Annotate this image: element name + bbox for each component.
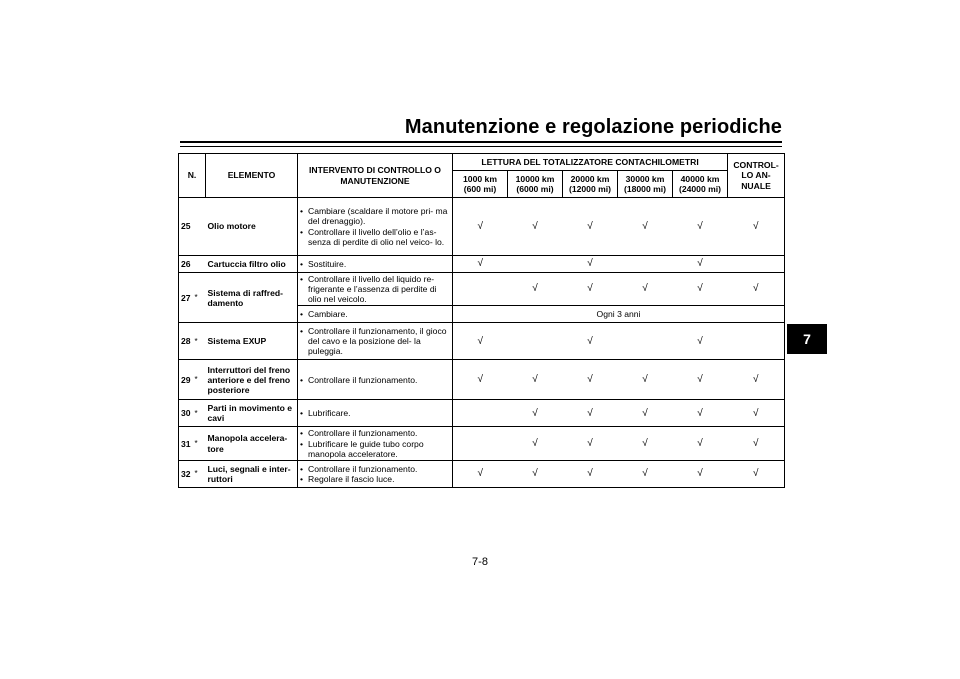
row-element: Manopola accelera- tore: [206, 427, 298, 460]
check-mark: √: [563, 323, 618, 360]
interval-header: [563, 171, 618, 198]
row-star: [195, 256, 206, 273]
interval-header: [453, 171, 508, 198]
action-text: Lubrificare le guide tubo corpo manopola acceleratore.: [308, 438, 424, 459]
row-number: 30: [179, 400, 195, 427]
col-header-num: N.: [179, 154, 206, 198]
check-mark: √: [508, 360, 563, 400]
interval-mi: (6000 mi): [516, 184, 554, 194]
action-text: Controllare il funzionamento.: [308, 463, 418, 474]
check-mark: √: [563, 460, 618, 487]
check-mark: √: [563, 400, 618, 427]
interval-note: Ogni 3 anni: [453, 306, 785, 323]
action-text: Controllare il funzionamento.: [308, 428, 418, 439]
row-element: Cartuccia filtro olio: [206, 256, 298, 273]
row-element: Olio motore: [206, 198, 298, 256]
bullet-icon: •: [300, 309, 304, 320]
check-mark: √: [673, 256, 728, 273]
interval-mi: (24000 mi): [678, 184, 722, 194]
bullet-icon: •: [300, 274, 304, 284]
check-mark: √: [563, 256, 618, 273]
check-mark: √: [618, 427, 673, 460]
table-row: [179, 198, 785, 256]
check-mark: √: [618, 360, 673, 400]
action-item: [300, 474, 450, 484]
bullet-icon: •: [300, 258, 304, 269]
bullet-icon: •: [300, 428, 304, 439]
bullet-icon: •: [300, 438, 304, 449]
action-text: Controllare il funzionamento.: [308, 374, 418, 385]
bullet-icon: •: [300, 473, 304, 484]
check-mark: √: [563, 360, 618, 400]
interval-mi: (600 mi): [463, 184, 497, 194]
row-element: Interruttori del freno anteriore e del freno posteriore: [206, 360, 298, 400]
row-number: 31: [179, 427, 195, 460]
table-row: [179, 273, 785, 306]
col-header-element: ELEMENTO: [206, 154, 298, 198]
action-text: Cambiare (scaldare il motore pri- ma del drenaggio).: [308, 206, 448, 227]
check-mark: √: [453, 323, 508, 360]
table-row: [179, 427, 785, 460]
action-cell: [298, 427, 453, 460]
interval-km: 1000 km: [463, 173, 497, 184]
check-mark: √: [673, 360, 728, 400]
row-number: 25: [179, 198, 195, 256]
row-element: Sistema EXUP: [206, 323, 298, 360]
check-mark: √: [728, 427, 785, 460]
table-row: [179, 323, 785, 360]
check-mark: √: [728, 460, 785, 487]
check-mark: √: [728, 273, 785, 306]
action-cell: [298, 460, 453, 487]
col-header-action: INTERVENTO DI CONTROLLO O MANUTENZIONE: [298, 154, 453, 198]
check-mark: [728, 256, 785, 273]
action-item: [300, 309, 450, 319]
table-row: [179, 460, 785, 487]
table-row: [179, 360, 785, 400]
row-element: Luci, segnali e inter- ruttori: [206, 460, 298, 487]
action-text: Lubrificare.: [308, 408, 351, 419]
row-star: *: [195, 273, 206, 323]
header-rule-thick: [180, 141, 782, 143]
row-number: 28: [179, 323, 195, 360]
check-mark: [618, 256, 673, 273]
action-cell: [298, 306, 453, 323]
check-mark: [453, 273, 508, 306]
bullet-icon: •: [300, 326, 304, 337]
interval-mi: (18000 mi): [623, 184, 667, 194]
check-mark: √: [728, 400, 785, 427]
action-text: Sostituire.: [308, 258, 347, 269]
check-mark: √: [673, 460, 728, 487]
action-cell: [298, 273, 453, 306]
action-cell: [298, 198, 453, 256]
check-mark: √: [508, 427, 563, 460]
action-text: Controllare il livello del liquido re- frigerante e l’assenza di perdite di olio nel veicolo.: [308, 274, 437, 305]
action-text: Regolare il fascio luce.: [308, 473, 395, 484]
row-star: *: [195, 323, 206, 360]
bullet-icon: •: [300, 463, 304, 474]
check-mark: √: [728, 360, 785, 400]
row-star: *: [195, 400, 206, 427]
interval-header: [618, 171, 673, 198]
row-element: Parti in movimento e cavi: [206, 400, 298, 427]
check-mark: √: [508, 400, 563, 427]
interval-km: 40000 km: [680, 173, 720, 184]
table-row: [179, 256, 785, 273]
row-star: *: [195, 460, 206, 487]
action-item: [300, 227, 450, 247]
bullet-icon: •: [300, 226, 304, 237]
action-cell: [298, 360, 453, 400]
check-mark: √: [618, 198, 673, 256]
check-mark: [728, 323, 785, 360]
action-text: Cambiare.: [308, 309, 348, 320]
col-header-annual: CONTROL- LO AN- NUALE: [728, 154, 785, 198]
check-mark: √: [673, 198, 728, 256]
action-text: Controllare il livello dell’olio e l’as- senza di perdite di olio nel veico- lo.: [308, 226, 445, 247]
action-item: [300, 428, 450, 438]
check-mark: √: [563, 273, 618, 306]
check-mark: [508, 323, 563, 360]
check-mark: √: [673, 323, 728, 360]
page-title: Manutenzione e regolazione periodiche: [404, 116, 782, 138]
action-item: [300, 375, 450, 385]
check-mark: √: [563, 198, 618, 256]
check-mark: [618, 323, 673, 360]
check-mark: √: [618, 460, 673, 487]
check-mark: [508, 256, 563, 273]
check-mark: √: [453, 256, 508, 273]
action-cell: [298, 323, 453, 360]
page-number: 7-8: [472, 556, 488, 568]
check-mark: [453, 427, 508, 460]
interval-km: 30000 km: [625, 173, 665, 184]
action-cell: [298, 400, 453, 427]
bullet-icon: •: [300, 408, 304, 419]
action-item: [300, 274, 450, 304]
check-mark: [453, 400, 508, 427]
col-header-odometer: LETTURA DEL TOTALIZZATORE CONTACHILOMETRI: [453, 154, 728, 171]
action-item: [300, 464, 450, 474]
check-mark: √: [508, 273, 563, 306]
row-number: 29: [179, 360, 195, 400]
check-mark: √: [453, 198, 508, 256]
bullet-icon: •: [300, 206, 304, 217]
action-item: [300, 439, 450, 459]
action-cell: [298, 256, 453, 273]
check-mark: √: [453, 460, 508, 487]
check-mark: √: [673, 273, 728, 306]
interval-header: [508, 171, 563, 198]
chapter-tab[interactable]: 7: [787, 324, 827, 354]
interval-km: 20000 km: [570, 173, 610, 184]
row-star: *: [195, 427, 206, 460]
row-number: 32: [179, 460, 195, 487]
check-mark: √: [673, 400, 728, 427]
action-item: [300, 408, 450, 418]
check-mark: √: [673, 427, 728, 460]
action-item: [300, 206, 450, 226]
table-row: [179, 400, 785, 427]
action-item: [300, 326, 450, 356]
row-star: [195, 198, 206, 256]
bullet-icon: •: [300, 374, 304, 385]
row-star: *: [195, 360, 206, 400]
interval-header: [673, 171, 728, 198]
check-mark: √: [728, 198, 785, 256]
check-mark: √: [563, 427, 618, 460]
interval-mi: (12000 mi): [568, 184, 612, 194]
check-mark: √: [508, 198, 563, 256]
check-mark: √: [618, 273, 673, 306]
row-number: 26: [179, 256, 195, 273]
check-mark: √: [618, 400, 673, 427]
action-text: Controllare il funzionamento, il gioco del cavo e la posizione del- la puleggia.: [308, 326, 447, 357]
header-rule-thin: [180, 146, 782, 147]
maintenance-table: [178, 153, 785, 488]
check-mark: √: [453, 360, 508, 400]
row-number: 27: [179, 273, 195, 323]
action-item: [300, 259, 450, 269]
interval-km: 10000 km: [515, 173, 555, 184]
row-element: Sistema di raffred- damento: [206, 273, 298, 323]
check-mark: √: [508, 460, 563, 487]
